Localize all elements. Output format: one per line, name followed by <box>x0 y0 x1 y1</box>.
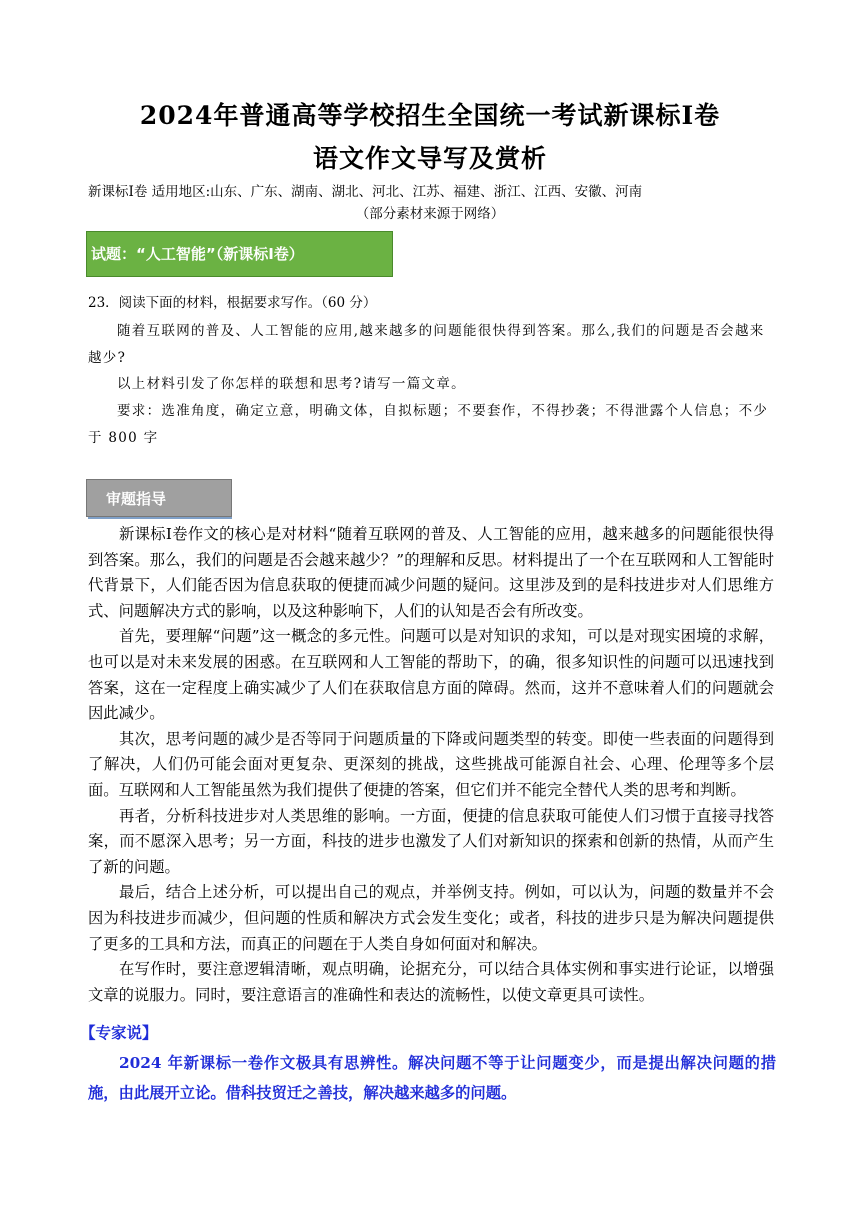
guidance-banner <box>86 479 232 517</box>
question-prompt: 以上材料引发了你怎样的联想和思考?请写一篇文章。 <box>117 376 466 392</box>
question-number: 23．阅读下面的材料，根据要求写作。（60 分） <box>88 295 377 311</box>
question-requirements: 要求：选准角度，确定立意，明确文体，自拟标题；不要套作，不得抄袭；不得泄露个人信息；不少于 800 字 <box>88 403 769 446</box>
guidance-banner-label: 审题指导 <box>106 490 167 508</box>
guidance-paragraph: 首先，要理解“问题”这一概念的多元性。问题可以是对知识的求知，可以是对现实困境的求解，也可以是对未来发展的困惑。在互联网和人工智能的帮助下，的确，很多知识性的问题可以迅速找到答案，这在一定程度上确实减少了人们在获取信息方面的障碍。然而，这并不意味着人们的问题就会因此减少。 <box>88 627 774 723</box>
guidance-paragraph: 其次，思考问题的减少是否等同于问题质量的下降或问题类型的转变。即使一些表面的问题得到了解决，人们仍可能会面对更复杂、更深刻的挑战，这些挑战可能源自社会、心理、伦理等多个层面。互联网和人工智能虽然为我们提供了便捷的答案，但它们并不能完全替代人类的思考和判断。 <box>88 729 774 799</box>
guidance-paragraph: 再者，分析科技进步对人类思维的影响。一方面，便捷的信息获取可能使人们习惯于直接寻找答案，而不愿深入思考；另一方面，科技的进步也激发了人们对新知识的探索和创新的热情，从而产生了新的问题。 <box>88 806 774 876</box>
question-material: 随着互联网的普及、人工智能的应用,越来越多的问题能很快得到答案。那么,我们的问题是否会越来越少? <box>88 323 765 366</box>
expert-heading: 【专家说】 <box>80 1023 158 1042</box>
guidance-underline <box>88 517 232 519</box>
guidance-paragraph: 新课标Ⅰ卷作文的核心是对材料“随着互联网的普及、人工智能的应用，越来越多的问题能很快得到答案。那么，我们的问题是否会越来越少？”的理解和反思。材料提出了一个在互联网和人工智能时代背景下，人们能否因为信息获取的便捷而减少问题的疑问。这里涉及到的是科技进步对人们思维方式、问题解决方式的影响，以及这种影响下，人们的认知是否会有所改变。 <box>88 525 774 620</box>
guidance-paragraph: 最后，结合上述分析，可以提出自己的观点，并举例支持。例如，可以认为，问题的数量并不会因为科技进步而减少，但问题的性质和解决方式会发生变化；或者，科技的进步只是为解决问题提供了更多的工具和方法，而真正的问题在于人类自身如何面对和解决。 <box>88 883 774 953</box>
applicable-regions: 新课标Ⅰ卷 适用地区:山东、广东、湖南、湖北、河北、江苏、福建、浙江、江西、安徽、河南 <box>88 184 643 200</box>
source-note: （部分素材来源于网络） <box>355 206 505 222</box>
guidance-paragraph: 在写作时，要注意逻辑清晰，观点明确，论据充分，可以结合具体实例和事实进行论证，以增强文章的说服力。同时，要注意语言的准确性和表达的流畅性，以使文章更具可读性。 <box>88 960 774 1004</box>
topic-banner <box>86 231 393 277</box>
topic-banner-label: 试题：“人工智能”（新课标Ⅰ卷） <box>91 245 304 263</box>
guidance-body <box>88 522 774 1008</box>
document-title: 2024年普通高等学校招生全国统一考试新课标Ⅰ卷 <box>139 101 721 130</box>
expert-comment: 2024 年新课标一卷作文极具有思辨性。解决问题不等于让问题变少，而是提出解决问题的措施，由此展开立论。借科技贸迁之善技，解决越来越多的问题。 <box>88 1054 776 1102</box>
document-subtitle: 语文作文导写及赏析 <box>312 144 547 173</box>
